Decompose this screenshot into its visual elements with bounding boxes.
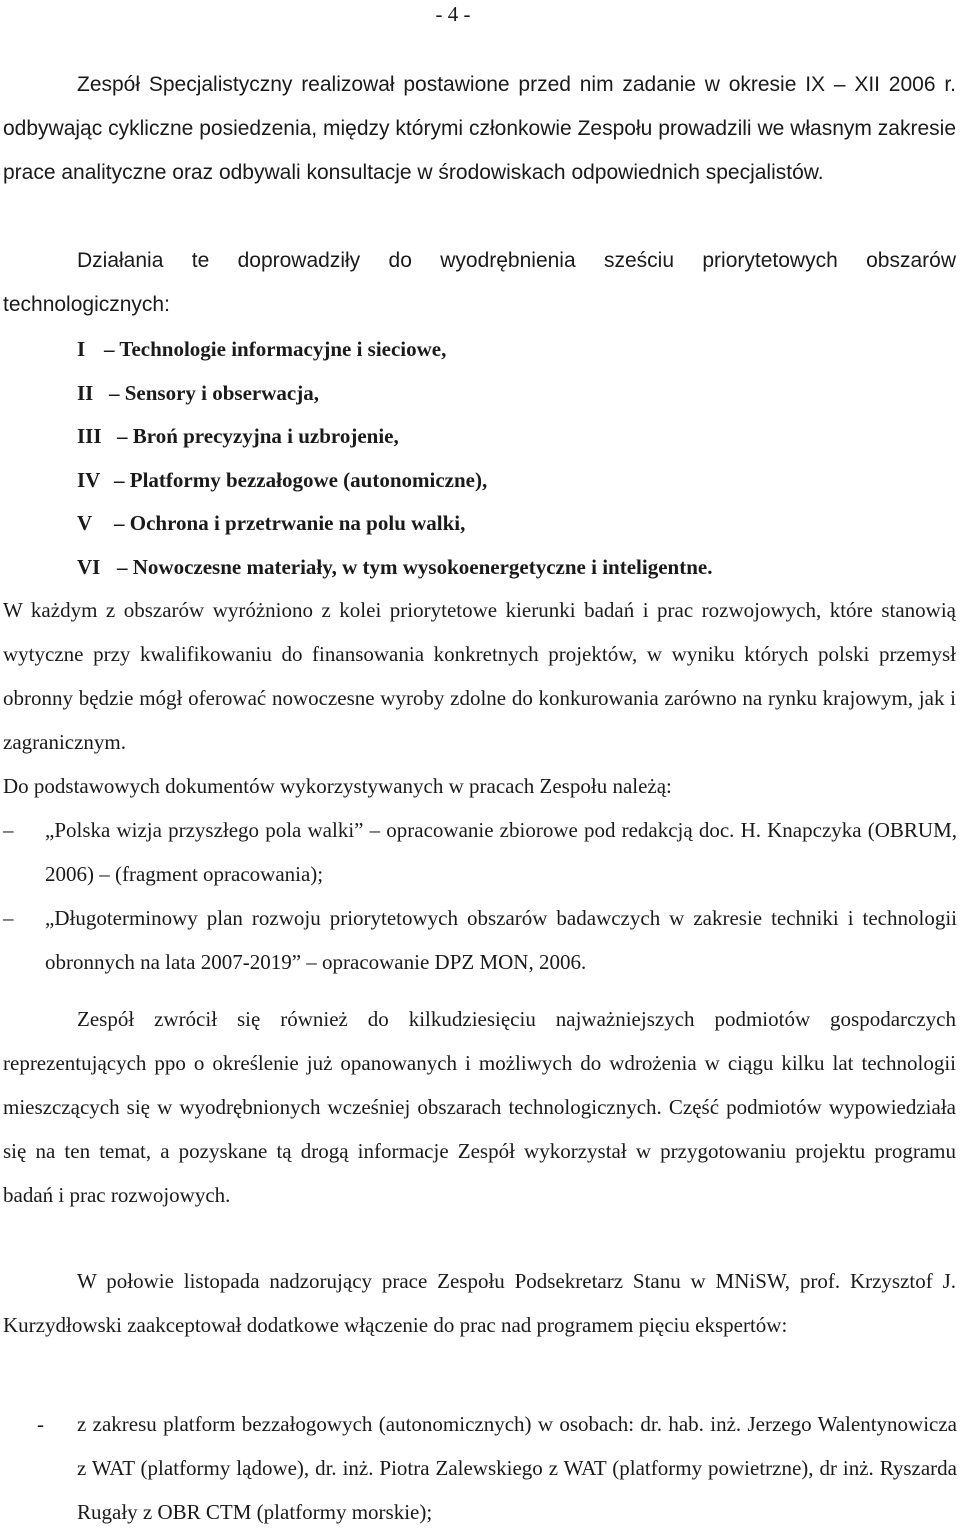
paragraph-directions: W każdym z obszarów wyróżniono z kolei priorytetowe kierunki badań i prac rozwojowych, które stanowią wytyczne przy kwalifikowaniu do finansowania konkretnych projektów, w wyniku których polski przemysł obronny będzie mógł oferować nowoczesne wyroby zdolne do konkurowania zarówno na rynku krajowym, jak i zagranicznym.	[3, 598, 956, 754]
list-item: VI – Nowoczesne materiały, w tym wysokoenergetyczne i inteligentne.	[77, 555, 713, 579]
list-item: II – Sensory i obserwacja,	[77, 381, 319, 405]
list-item: V – Ochrona i przetrwanie na polu walki,	[77, 511, 466, 535]
paragraph-documents-intro: Do podstawowych dokumentów wykorzystywanych w pracach Zespołu należą:	[3, 774, 672, 798]
paragraph-areas-intro: Działania te doprowadziły do wyodrębnienia sześciu priorytetowych obszarów technologicznych:	[3, 249, 956, 316]
list-item: IV – Platformy bezzałogowe (autonomiczne),	[77, 468, 488, 492]
list-dash: –	[3, 818, 14, 842]
list-item: z zakresu platform bezzałogowych (autonomicznych) w osobach: dr. hab. inż. Jerzego Walentynowicza z WAT (platformy lądowe), dr. inż. Piotra Zalewskiego z WAT (platformy powietrzne), dr inż. Ryszarda Rugały z OBR CTM (platformy morskie);	[77, 1412, 957, 1524]
paragraph-intro: Zespół Specjalistyczny realizował postawione przed nim zadanie w okresie IX – XII 2006 r. odbywając cykliczne posiedzenia, między którymi członkowie Zespołu prowadzili we własnym zakresie prace analityczne oraz odbywali konsultacje w środowiskach odpowiednich specjalistów.	[3, 73, 956, 184]
paragraph-experts-intro: W połowie listopada nadzorujący prace Zespołu Podsekretarz Stanu w MNiSW, prof. Krzysztof J. Kurzydłowski zaakceptował dodatkowe włączenie do prac nad programem pięciu ekspertów:	[3, 1269, 956, 1337]
list-item: I – Technologie informacyjne i sieciowe,	[77, 337, 447, 361]
page-number: - 4 -	[435, 2, 471, 26]
paragraph-consultation: Zespół zwrócił się również do kilkudziesięciu najważniejszych podmiotów gospodarczych reprezentujących ppo o określenie już opanowanych i możliwych do wdrożenia w ciągu kilku lat technologii mieszczących się w wyodrębnionych wcześniej obszarach technologicznych. Część podmiotów wypowiedziała się na ten temat, a pozyskane tą drogą informacje Zespół wykorzystał w przygotowaniu projektu programu badań i prac rozwojowych.	[3, 1007, 956, 1207]
list-item: „Polska wizja przyszłego pola walki” – opracowanie zbiorowe pod redakcją doc. H. Knapczyka (OBRUM, 2006) – (fragment opracowania);	[45, 818, 957, 886]
list-dash: -	[37, 1412, 44, 1436]
list-item: III – Broń precyzyjna i uzbrojenie,	[77, 424, 399, 448]
list-item: „Długoterminowy plan rozwoju priorytetowych obszarów badawczych w zakresie techniki i technologii obronnych na lata 2007-2019” – opracowanie DPZ MON, 2006.	[45, 906, 957, 974]
list-dash: –	[3, 906, 14, 930]
